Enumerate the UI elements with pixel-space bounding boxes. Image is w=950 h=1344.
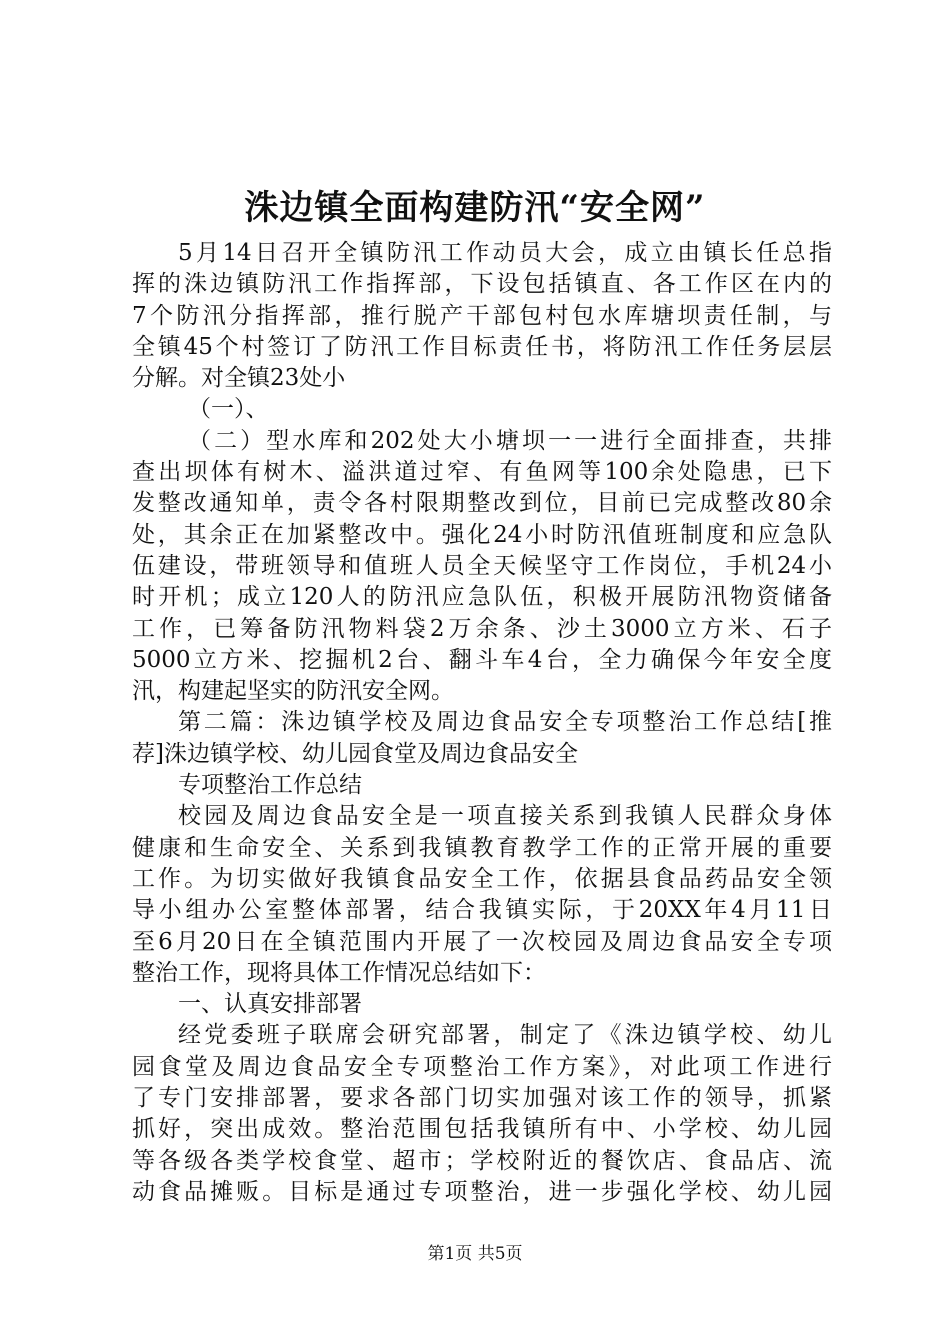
body-text-line: 整治工作，现将具体工作情况总结如下：: [132, 959, 546, 986]
body-text-line: 发整改通知单，责令各村限期整改到位，目前已完成整改80余: [132, 490, 832, 517]
body-text-line: 工作，已筹备防汛物料袋2万余条、沙土3000立方米、石子: [132, 615, 832, 642]
body-text-line: （一）、: [188, 396, 269, 423]
body-text-line: （二）型水库和202处大小塘坝一一进行全面排查，共排: [188, 427, 832, 454]
body-text-line: 荐]洙边镇学校、幼儿园食堂及周边食品安全: [132, 740, 578, 767]
body-text-line: 全镇45个村签订了防汛工作目标责任书，将防汛工作任务层层: [132, 333, 832, 360]
body-text-line: 5000立方米、挖掘机2台、翻斗车4台，全力确保今年安全度: [132, 646, 832, 673]
body-text-line: 动食品摊贩。目标是通过专项整治，进一步强化学校、幼儿园: [132, 1178, 832, 1205]
body-text-line: 导小组办公室整体部署，结合我镇实际，于20XX年4月11日: [132, 897, 832, 924]
body-text-line: 第二篇：洙边镇学校及周边食品安全专项整治工作总结[推: [178, 709, 832, 736]
body-text-line: 处，其余正在加紧整改中。强化24小时防汛值班制度和应急队: [132, 521, 832, 548]
body-text-line: 等各级各类学校食堂、超市；学校附近的餐饮店、食品店、流: [132, 1147, 832, 1174]
body-text-line: 查出坝体有树木、溢洪道过窄、有鱼网等100余处隐患，已下: [132, 459, 832, 486]
document-title: 洙边镇全面构建防汛“安全网”: [244, 188, 706, 228]
body-text-line: 分解。对全镇23处小: [132, 365, 346, 392]
body-text-line: 时开机；成立120人的防汛应急队伍，积极开展防汛物资储备: [132, 584, 832, 611]
body-text-line: 经党委班子联席会研究部署，制定了《洙边镇学校、幼儿: [178, 1022, 832, 1049]
body-text-line: 健康和生命安全、关系到我镇教育教学工作的正常开展的重要: [132, 834, 832, 861]
document-body: [132, 238, 832, 1208]
body-text-line: 校园及周边食品安全是一项直接关系到我镇人民群众身体: [178, 803, 832, 830]
body-text-line: 了专门安排部署，要求各部门切实加强对该工作的领导，抓紧: [132, 1085, 832, 1112]
body-text-line: 抓好，突出成效。整治范围包括我镇所有中、小学校、幼儿园: [132, 1116, 832, 1143]
body-text-line: 园食堂及周边食品安全专项整治工作方案》，对此项工作进行: [132, 1053, 832, 1080]
body-text-line: 工作。为切实做好我镇食品安全工作，依据县食品药品安全领: [132, 865, 832, 892]
body-text-line: 汛，构建起坚实的防汛安全网。: [132, 678, 454, 705]
body-text-line: 至6月20日在全镇范围内开展了一次校园及周边食品安全专项: [132, 928, 832, 955]
body-text-line: 5月14日召开全镇防汛工作动员大会，成立由镇长任总指: [178, 240, 832, 266]
body-text-line: 伍建设，带班领导和值班人员全天候坚守工作岗位，手机24小: [132, 552, 832, 579]
body-text-line: 一、认真安排部署: [178, 991, 362, 1018]
body-text-line: 专项整治工作总结: [178, 772, 362, 799]
body-text-line: 7个防汛分指挥部，推行脱产干部包村包水库塘坝责任制，与: [132, 302, 832, 329]
body-text-line: 挥的洙边镇防汛工作指挥部，下设包括镇直、各工作区在内的: [132, 271, 832, 298]
page-footer: 第1页 共5页: [427, 1244, 523, 1264]
